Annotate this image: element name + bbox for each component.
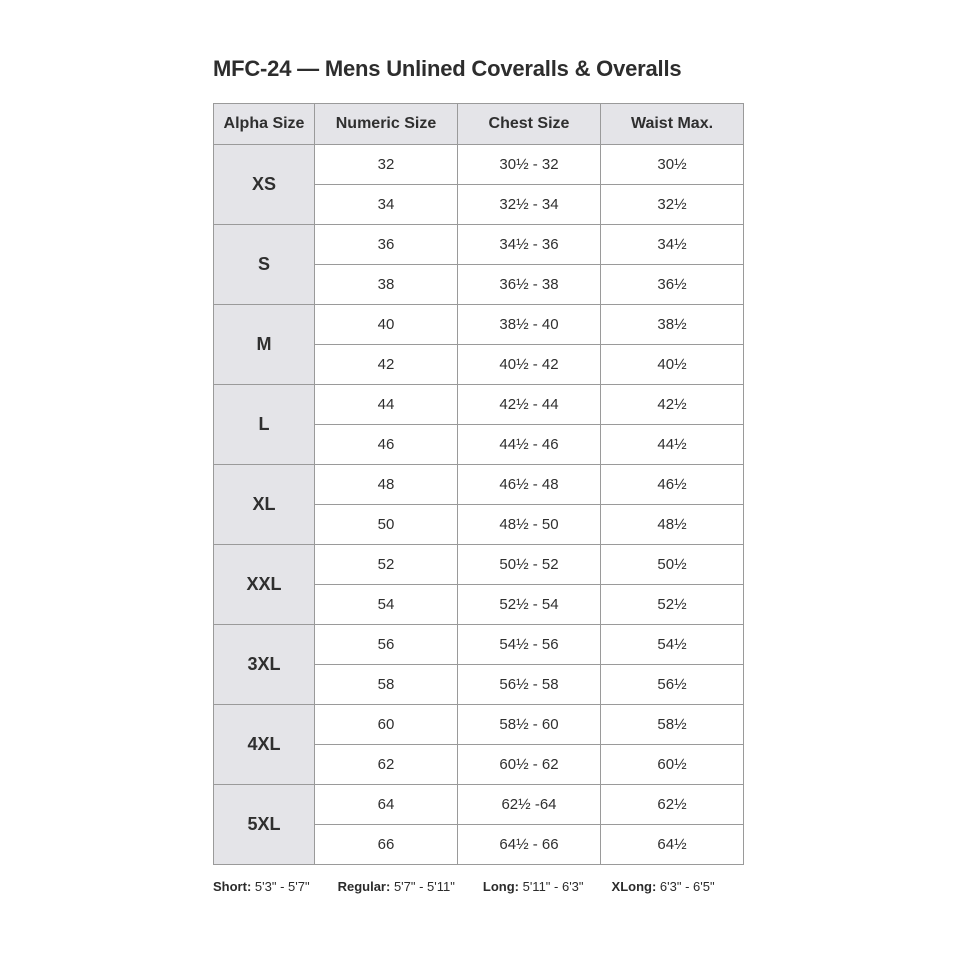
size-chart-table <box>213 103 744 865</box>
table-row <box>214 705 744 745</box>
numeric-size-cell: 60 <box>315 705 458 745</box>
waist-max-cell: 60½ <box>601 745 744 785</box>
waist-max-cell: 36½ <box>601 265 744 305</box>
chest-size-cell: 52½ - 54 <box>458 585 601 625</box>
alpha-size-cell: XS <box>214 145 315 225</box>
waist-max-cell: 62½ <box>601 785 744 825</box>
header-chest-size: Chest Size <box>458 104 601 145</box>
alpha-size-cell: L <box>214 385 315 465</box>
alpha-size-cell: XL <box>214 465 315 545</box>
numeric-size-cell: 58 <box>315 665 458 705</box>
chest-size-cell: 48½ - 50 <box>458 505 601 545</box>
waist-max-cell: 46½ <box>601 465 744 505</box>
numeric-size-cell: 62 <box>315 745 458 785</box>
waist-max-cell: 48½ <box>601 505 744 545</box>
numeric-size-cell: 52 <box>315 545 458 585</box>
legend-item-xlong <box>612 879 715 894</box>
legend-label: Regular: <box>337 879 391 894</box>
numeric-size-cell: 38 <box>315 265 458 305</box>
table-row <box>214 145 744 185</box>
waist-max-cell: 40½ <box>601 345 744 385</box>
inseam-legend <box>213 879 753 894</box>
waist-max-cell: 50½ <box>601 545 744 585</box>
chest-size-cell: 62½ -64 <box>458 785 601 825</box>
chest-size-cell: 32½ - 34 <box>458 185 601 225</box>
chest-size-cell: 50½ - 52 <box>458 545 601 585</box>
numeric-size-cell: 66 <box>315 825 458 865</box>
alpha-size-cell: 4XL <box>214 705 315 785</box>
table-row <box>214 305 744 345</box>
chest-size-cell: 30½ - 32 <box>458 145 601 185</box>
table-row <box>214 465 744 505</box>
chest-size-cell: 44½ - 46 <box>458 425 601 465</box>
chest-size-cell: 58½ - 60 <box>458 705 601 745</box>
waist-max-cell: 64½ <box>601 825 744 865</box>
numeric-size-cell: 44 <box>315 385 458 425</box>
alpha-size-cell: 3XL <box>214 625 315 705</box>
waist-max-cell: 58½ <box>601 705 744 745</box>
legend-item-short <box>213 879 310 894</box>
legend-value: 6'3" - 6'5" <box>659 879 715 894</box>
waist-max-cell: 32½ <box>601 185 744 225</box>
numeric-size-cell: 56 <box>315 625 458 665</box>
legend-value: 5'7" - 5'11" <box>393 879 455 894</box>
chest-size-cell: 54½ - 56 <box>458 625 601 665</box>
waist-max-cell: 38½ <box>601 305 744 345</box>
legend-value: 5'11" - 6'3" <box>522 879 584 894</box>
legend-value: 5'3" - 5'7" <box>254 879 310 894</box>
table-row <box>214 545 744 585</box>
waist-max-cell: 42½ <box>601 385 744 425</box>
numeric-size-cell: 46 <box>315 425 458 465</box>
chest-size-cell: 42½ - 44 <box>458 385 601 425</box>
alpha-size-cell: M <box>214 305 315 385</box>
alpha-size-cell: S <box>214 225 315 305</box>
numeric-size-cell: 34 <box>315 185 458 225</box>
waist-max-cell: 52½ <box>601 585 744 625</box>
numeric-size-cell: 36 <box>315 225 458 265</box>
chest-size-cell: 40½ - 42 <box>458 345 601 385</box>
waist-max-cell: 34½ <box>601 225 744 265</box>
alpha-size-cell: XXL <box>214 545 315 625</box>
chest-size-cell: 60½ - 62 <box>458 745 601 785</box>
waist-max-cell: 56½ <box>601 665 744 705</box>
header-numeric-size: Numeric Size <box>315 104 458 145</box>
header-row <box>214 104 744 145</box>
alpha-size-cell: 5XL <box>214 785 315 865</box>
chest-size-cell: 46½ - 48 <box>458 465 601 505</box>
legend-label: XLong: <box>611 879 657 894</box>
numeric-size-cell: 48 <box>315 465 458 505</box>
table-row <box>214 625 744 665</box>
table-row <box>214 225 744 265</box>
numeric-size-cell: 54 <box>315 585 458 625</box>
chest-size-cell: 36½ - 38 <box>458 265 601 305</box>
waist-max-cell: 30½ <box>601 145 744 185</box>
legend-item-regular <box>338 879 455 894</box>
header-waist-max: Waist Max. <box>601 104 744 145</box>
chest-size-cell: 64½ - 66 <box>458 825 601 865</box>
legend-label: Short: <box>213 879 252 894</box>
numeric-size-cell: 64 <box>315 785 458 825</box>
chest-size-cell: 34½ - 36 <box>458 225 601 265</box>
page-title: MFC-24 — Mens Unlined Coveralls & Overalls <box>213 56 682 81</box>
numeric-size-cell: 40 <box>315 305 458 345</box>
legend-label: Long: <box>482 879 519 894</box>
chest-size-cell: 38½ - 40 <box>458 305 601 345</box>
table-row <box>214 385 744 425</box>
header-alpha-size: Alpha Size <box>214 104 315 145</box>
numeric-size-cell: 32 <box>315 145 458 185</box>
table-row <box>214 785 744 825</box>
waist-max-cell: 54½ <box>601 625 744 665</box>
legend-item-long <box>483 879 584 894</box>
chest-size-cell: 56½ - 58 <box>458 665 601 705</box>
numeric-size-cell: 50 <box>315 505 458 545</box>
numeric-size-cell: 42 <box>315 345 458 385</box>
waist-max-cell: 44½ <box>601 425 744 465</box>
